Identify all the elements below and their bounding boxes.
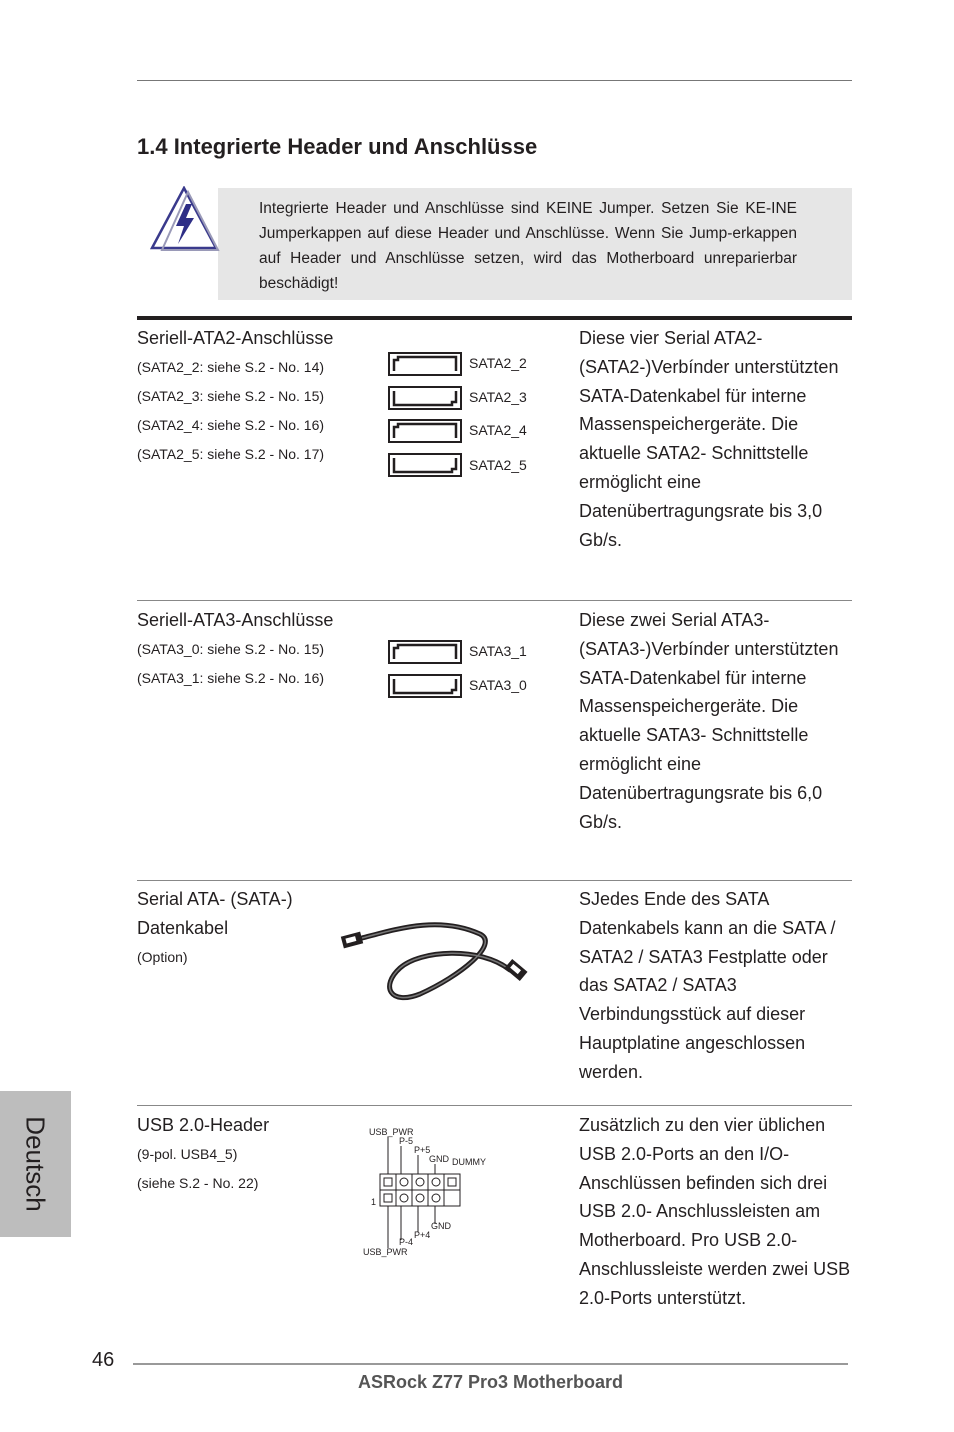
sata-connector-label: SATA2_4 [469,422,527,438]
sata2-description: Diese vier Serial ATA2-(SATA2-)Verbínder unterstützten SATA-Datenkabel für interne Massenspeichergeräte. Die aktuelle SATA2- Schnittstelle ermöglicht eine Datenübertragungsrate bis 3,0 Gb/s. [579,328,839,550]
pin-label: 1 [371,1197,377,1207]
pin-label: P-4 [399,1237,414,1247]
sata3-title: Seriell-ATA3-Anschlüsse [137,610,334,630]
pin-label: USB_PWR [363,1247,408,1257]
usb-header-note: (siehe S.2 - No. 22) [137,1175,259,1191]
sata-connector-label: SATA2_5 [469,457,527,473]
sata-connector-icon [388,352,462,376]
sata-cable-image [340,906,530,1006]
sata2-note: (SATA2_2: siehe S.2 - No. 14) [137,359,325,375]
sata3-note: (SATA3_0: siehe S.2 - No. 15) [137,641,325,657]
sata-cable-note: (Option) [137,949,188,965]
language-side-tab [0,1091,71,1237]
sata-connector-icon [388,386,462,410]
sata-connector-icon [388,674,462,698]
row-divider [137,1105,852,1106]
sata2-note: (SATA2_3: siehe S.2 - No. 15) [137,388,325,404]
sata-connector-label: SATA3_0 [469,677,527,693]
sata-connector-icon [388,640,462,664]
sata-cable-title: Serial ATA- (SATA-) Datenkabel [137,889,293,938]
usb-header-description: Zusätzlich zu den vier üblichen USB 2.0-Ports an den I/O-Anschlüssen befinden sich drei USB 2.0- Anschlussleisten am Motherboard. Pro USB 2.0-Anschlussleiste werden zwei USB 2.0-Ports unterstützt. [579,1115,851,1308]
sata2-note: (SATA2_5: siehe S.2 - No. 17) [137,446,325,462]
footer-rule [133,1363,848,1365]
pin-label: DUMMY [452,1157,486,1167]
row-divider [137,600,852,601]
usb-header-note: (9-pol. USB4_5) [137,1146,238,1162]
section-title: 1.4 Integrierte Header und Anschlüsse [137,134,538,159]
warning-text: Integrierte Header und Anschlüsse sind KEINE Jumper. Setzen Sie KE-INE Jumperkappen auf diese Header und Anschlüsse. Wenn Sie Jump-erkappen auf Header und Anschlüsse setzen, wird das Motherboard unreparierbar beschädigt! [259,200,797,292]
sata-connector-icon [388,453,462,477]
sata-cable-description: SJedes Ende des SATA Datenkabels kann an die SATA / SATA2 / SATA3 Festplatte oder das SATA2 / SATA3 Verbindungsstück auf dieser Hauptplatine angeschlossen werden. [579,889,836,1082]
top-rule [137,80,852,81]
footer-product-name: ASRock Z77 Pro3 Motherboard [358,1372,624,1392]
pin-label: GND [431,1221,451,1231]
sata-connector-icon [388,419,462,443]
side-tab-label: Deutsch [20,1116,51,1212]
pin-label: P+5 [414,1145,431,1155]
sata2-note: (SATA2_4: siehe S.2 - No. 16) [137,417,325,433]
section-divider [137,316,852,320]
row-divider [137,880,852,881]
sata-connector-label: SATA3_1 [469,643,527,659]
usb-header-pin-diagram [360,1124,490,1262]
warning-lightning-icon [148,186,220,252]
pin-label: USB_PWR [369,1127,414,1137]
pin-label: P-5 [399,1136,414,1146]
usb-header-title: USB 2.0-Header [137,1115,270,1135]
sata2-title: Seriell-ATA2-Anschlüsse [137,328,334,348]
pin-label: P+4 [414,1230,431,1240]
sata3-description: Diese zwei Serial ATA3-(SATA3-)Verbínder unterstützten SATA-Datenkabel für interne Massenspeichergeräte. Die aktuelle SATA3- Schnittstelle ermöglicht eine Datenübertragungsrate bis 6,0 Gb/s. [579,610,839,832]
page-number: 46 [92,1349,115,1371]
sata-connector-label: SATA2_3 [469,389,527,405]
sata3-note: (SATA3_1: siehe S.2 - No. 16) [137,670,325,686]
sata-connector-label: SATA2_2 [469,355,527,371]
pin-label: GND [429,1154,449,1164]
